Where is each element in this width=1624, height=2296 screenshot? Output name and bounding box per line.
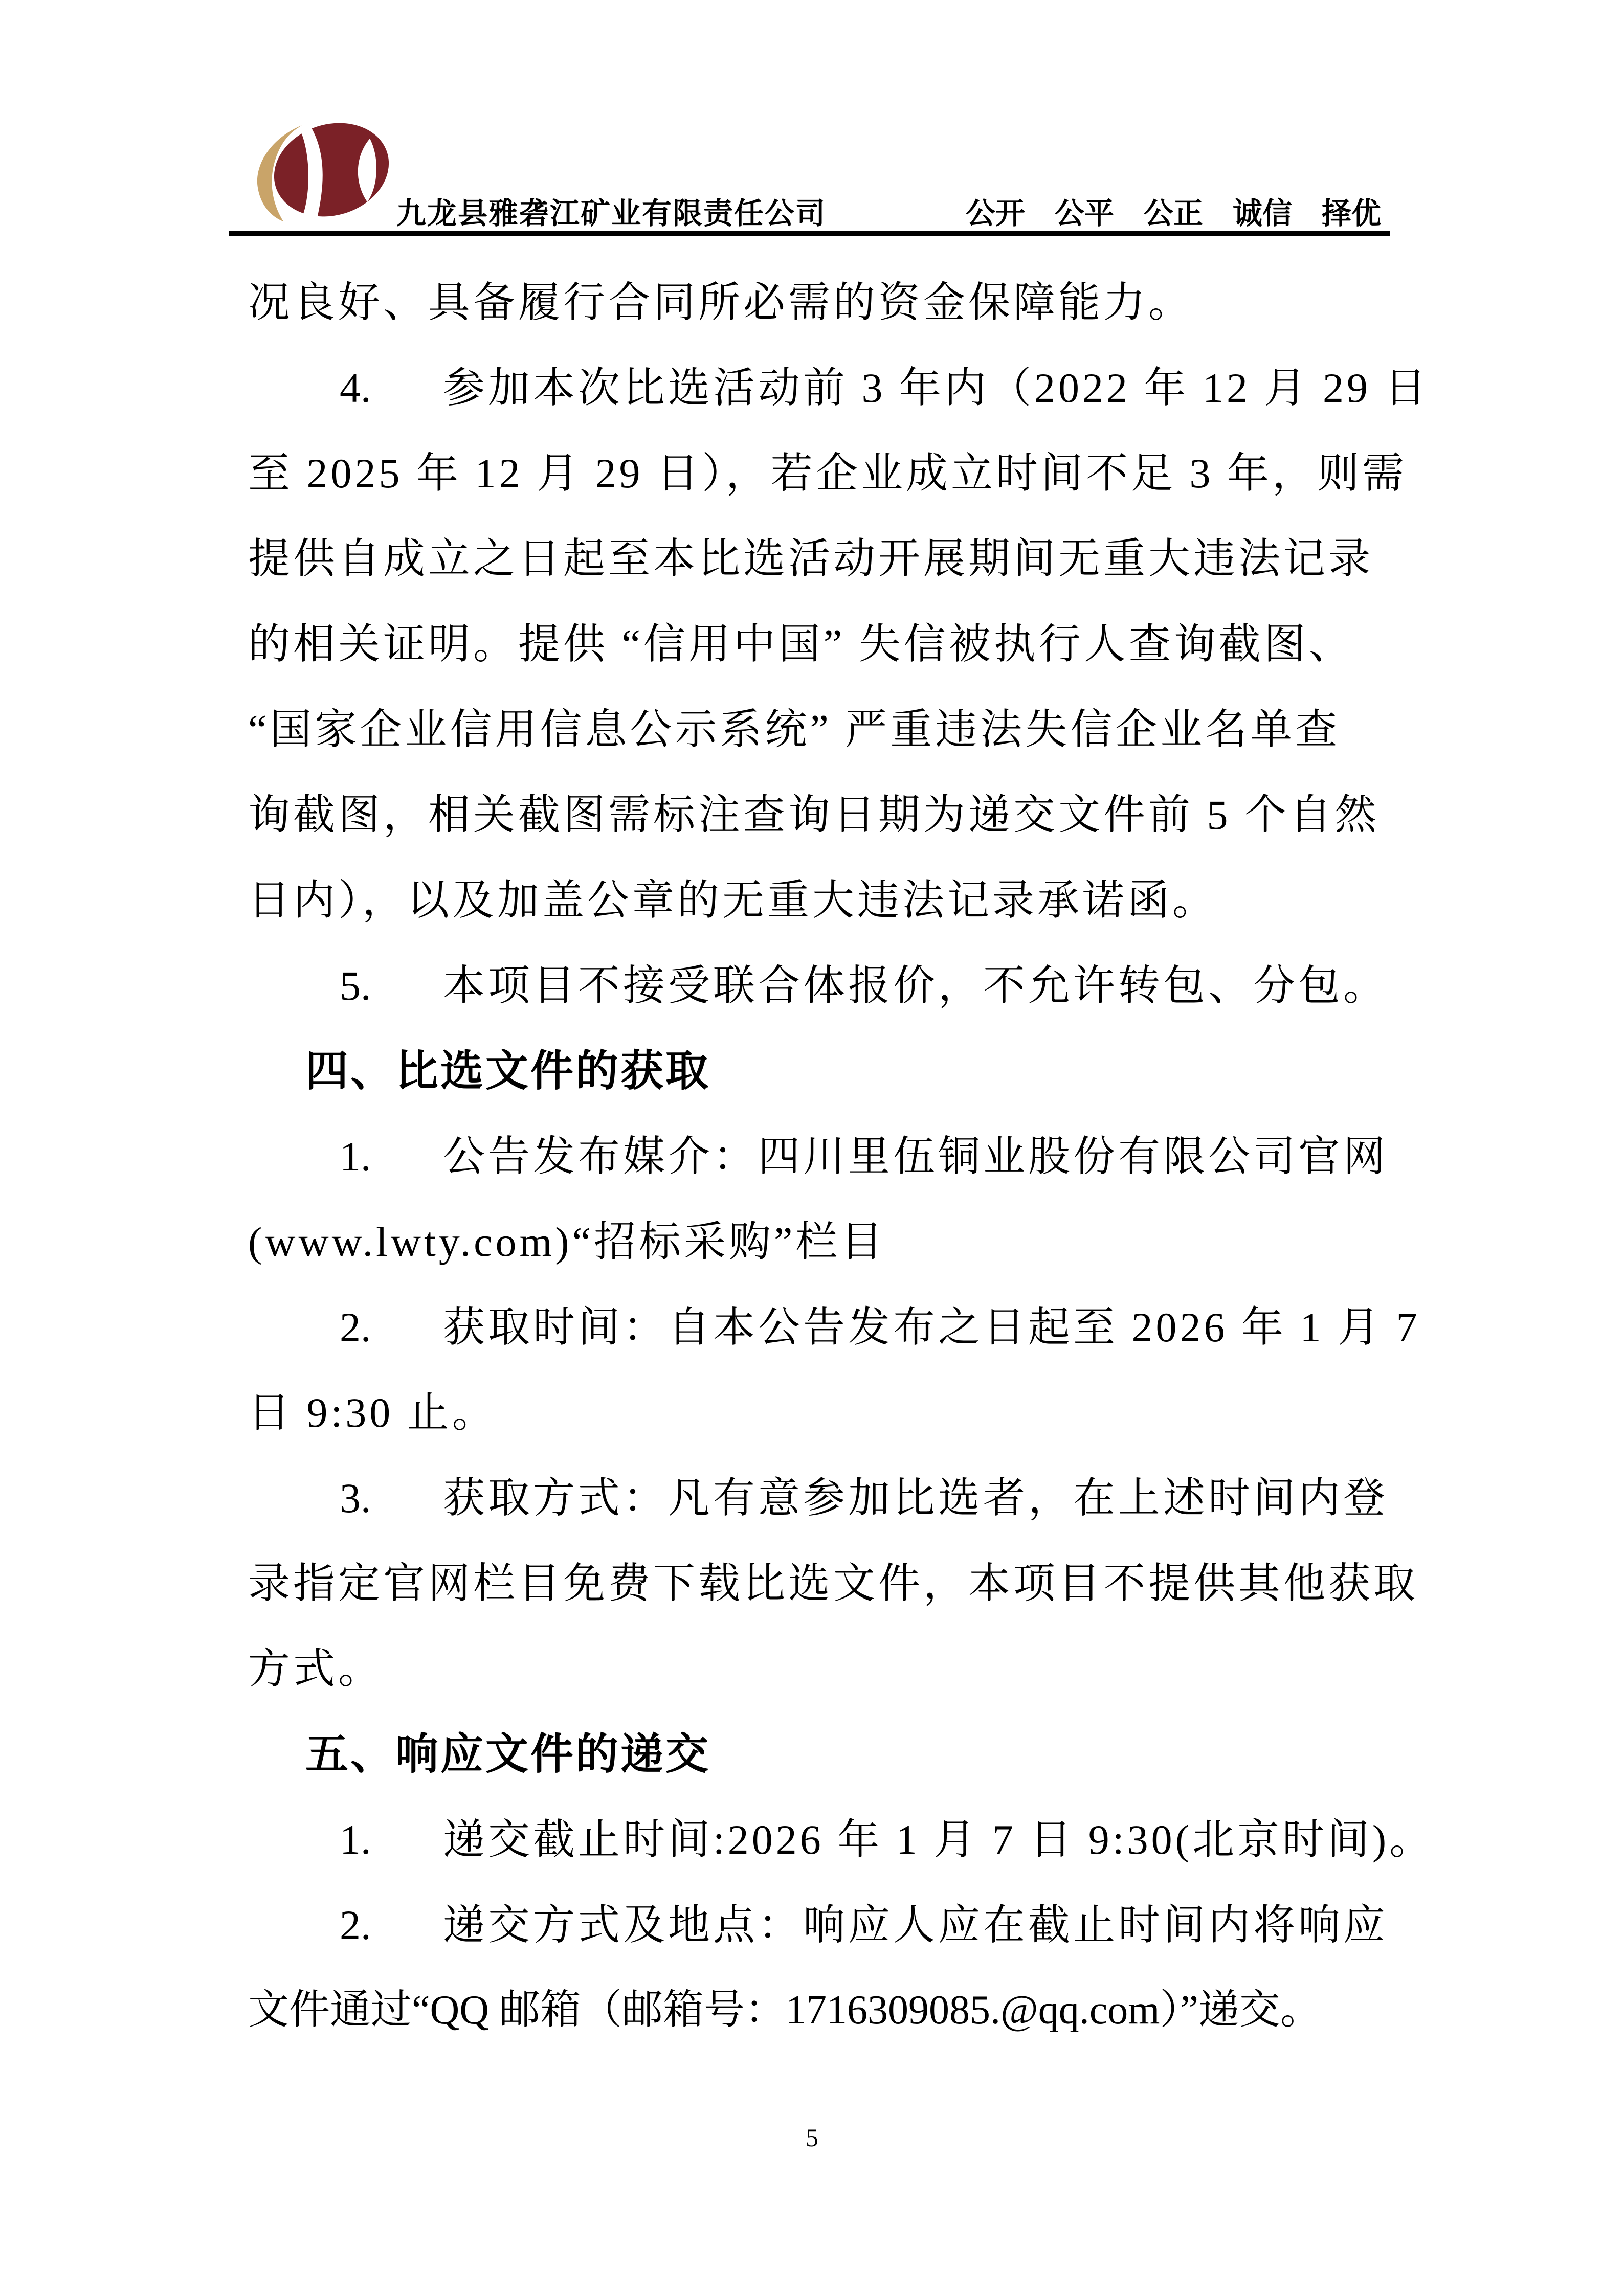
list-number: 2. [340,1304,371,1350]
line-text: 参加本次比选活动前 3 年内（2022 年 12 月 29 日 [443,365,1430,411]
list-item [248,1882,1389,1968]
text-line [248,601,1376,687]
line-text: “国家企业信用信息公示系统” 严重违法失信企业名单查 [248,706,1341,753]
line-text: 日 9:30 止。 [248,1389,497,1436]
header-slogan: 公开 公平 公正 诚信 择优 [965,197,1381,230]
line-text: 至 2025 年 12 月 29 日），若企业成立时间不足 3 年，则需 [248,450,1408,497]
section-heading [248,1712,1376,1797]
text-line [248,260,1376,345]
line-text: 提供自成立之日起至本比选活动开展期间无重大违法记录 [248,535,1374,582]
text-line [248,516,1376,601]
text-line [248,772,1380,858]
text-line [248,1626,1376,1712]
line-text: 公告发布媒介：四川里伍铜业股份有限公司官网 [443,1133,1389,1180]
list-number: 5. [340,962,371,1009]
list-item [248,1114,1389,1199]
list-number: 2. [340,1902,371,1948]
page-footer [0,2122,1624,2153]
list-item [248,1455,1389,1541]
list-item [248,345,1430,431]
text-line [248,431,1408,516]
header-text-row [396,195,1381,231]
text-line [248,858,1376,943]
list-number: 1. [340,1816,371,1863]
list-item [248,943,1389,1028]
line-text: 本项目不接受联合体报价，不允许转包、分包。 [443,962,1389,1009]
text-line [248,687,1376,772]
line-text: 日内），以及加盖公章的无重大违法记录承诺函。 [248,877,1218,924]
line-text: (www.lwty.com)“招标采购”栏目 [248,1219,886,1265]
section-heading [248,1028,1376,1114]
company-name: 九龙县雅砻江矿业有限责任公司 [396,197,827,230]
page-number: 5 [806,2123,818,2152]
line-text: 方式。 [248,1646,384,1692]
list-item [248,1797,1435,1882]
line-text: 况良好、具备履行合同所必需的资金保障能力。 [248,279,1194,326]
line-text: 询截图，相关截图需标注查询日期为递交文件前 5 个自然 [248,792,1380,838]
text-line [248,1370,1376,1455]
document-body [248,260,1435,2053]
line-text: 递交截止时间:2026 年 1 月 7 日 9:30(北京时间)。 [443,1816,1435,1863]
line-text: 文件通过“QQ 邮箱（邮箱号：1716309085.@qq.com）”递交。 [248,1988,1321,2033]
heading-text: 五、响应文件的递交 [305,1730,711,1778]
line-text: 递交方式及地点：响应人应在截止时间内将响应 [443,1902,1389,1948]
text-line [248,1199,1376,1285]
line-text: 录指定官网栏目免费下载比选文件，本项目不提供其他获取 [248,1560,1419,1607]
list-number: 4. [340,365,371,411]
text-line [248,1968,1376,2053]
list-number: 1. [340,1133,371,1180]
line-text: 获取时间：自本公告发布之日起至 2026 年 1 月 7 [443,1304,1420,1350]
text-line [248,1541,1419,1626]
list-item [248,1285,1420,1370]
list-number: 3. [340,1475,371,1521]
line-text: 获取方式：凡有意参加比选者，在上述时间内登 [443,1475,1389,1521]
heading-text: 四、比选文件的获取 [305,1047,711,1095]
company-logo-icon [246,115,391,225]
header-rule [229,231,1390,236]
line-text: 的相关证明。提供 “信用中国” 失信被执行人查询截图、 [248,621,1354,667]
